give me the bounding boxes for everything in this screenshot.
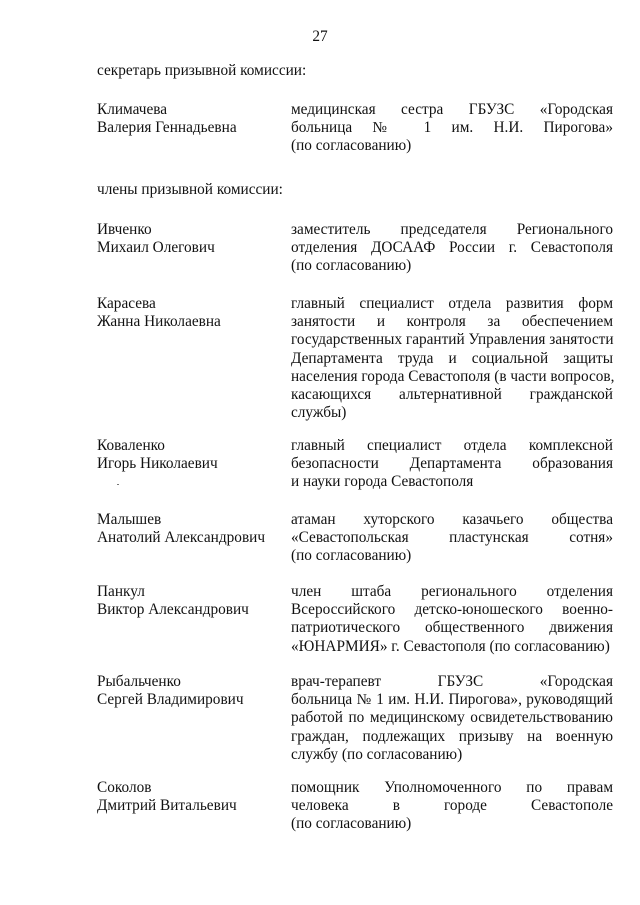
person-name xyxy=(97,221,287,257)
role-line: атаман хуторского казачьего общества xyxy=(291,511,613,528)
secretary-heading: секретарь призывной комиссии: xyxy=(97,62,307,79)
person-name xyxy=(97,295,287,331)
person-given-name: Жанна Николаевна xyxy=(97,313,221,331)
role-line: (по согласованию) xyxy=(291,815,412,833)
person-role xyxy=(291,511,613,566)
role-line: службы) xyxy=(291,404,347,422)
page-number: 27 xyxy=(312,28,328,45)
person-name xyxy=(97,101,287,137)
role-line: больница № 1 им. Н.И. Пирогова» xyxy=(291,119,613,137)
person-surname: Панкул xyxy=(97,583,145,600)
person-role xyxy=(291,673,613,764)
person-role xyxy=(291,221,613,276)
person-role xyxy=(291,101,613,156)
role-line: человека в городе Севастополе xyxy=(291,797,613,815)
scan-speck xyxy=(117,484,119,485)
role-line: безопасности Департамента образования xyxy=(291,455,613,473)
role-line: работой по медицинскому освидетельствованию xyxy=(291,709,613,727)
person-surname: Соколов xyxy=(97,779,152,796)
role-line: медицинская сестра ГБУЗС «Городская xyxy=(291,101,613,118)
role-line: государственных гарантий Управления занятости xyxy=(291,331,614,349)
role-line: заместитель председателя Регионального xyxy=(291,221,613,238)
role-line: отделения ДОСААФ России г. Севастополя xyxy=(291,239,613,257)
person-given-name: Валерия Геннадьевна xyxy=(97,119,237,137)
person-name xyxy=(97,673,287,709)
person-name xyxy=(97,437,287,473)
person-surname: Рыбальченко xyxy=(97,673,181,690)
person-name xyxy=(97,511,287,547)
role-line: и науки города Севастополя xyxy=(291,473,474,491)
person-role xyxy=(291,779,613,834)
role-line: (по согласованию) xyxy=(291,257,412,275)
role-line: патриотического общественного движения xyxy=(291,619,613,637)
role-line: «Севастопольская пластунская сотня» xyxy=(291,529,613,547)
role-line: (по согласованию) xyxy=(291,137,412,155)
person-given-name: Виктор Александрович xyxy=(97,601,249,619)
person-given-name: Анатолий Александрович xyxy=(97,529,266,547)
role-line: помощник Уполномоченного по правам xyxy=(291,779,613,796)
person-name xyxy=(97,583,287,619)
role-line: главный специалист отдела развития форм xyxy=(291,295,613,312)
role-line: главный специалист отдела комплексной xyxy=(291,437,613,454)
role-line: занятости и контроля за обеспечением xyxy=(291,313,613,331)
role-line: Департамента труда и социальной защиты xyxy=(291,349,613,367)
role-line: населения города Севастополя (в части вопросов, xyxy=(291,367,615,385)
role-line: службу (по согласованию) xyxy=(291,745,463,763)
person-given-name: Михаил Олегович xyxy=(97,239,215,257)
person-role xyxy=(291,437,613,492)
role-line: граждан, подлежащих призыву на военную xyxy=(291,727,613,745)
role-line: «ЮНАРМИЯ» г. Севастополя (по согласованию) xyxy=(291,637,610,655)
role-line: (по согласованию) xyxy=(291,547,412,565)
role-line: врач-терапевт ГБУЗС «Городская xyxy=(291,673,613,690)
person-surname: Климачева xyxy=(97,101,168,118)
person-surname: Малышев xyxy=(97,511,162,528)
role-line: член штаба регионального отделения xyxy=(291,583,613,600)
person-role xyxy=(291,583,613,656)
person-surname: Коваленко xyxy=(97,437,165,454)
person-role xyxy=(291,295,613,422)
role-line: больница № 1 им. Н.И. Пирогова», руководящий xyxy=(291,691,613,709)
person-surname: Ивченко xyxy=(97,221,152,238)
person-surname: Карасева xyxy=(97,295,156,312)
person-name xyxy=(97,779,287,815)
person-given-name: Игорь Николаевич xyxy=(97,455,218,473)
role-line: Всероссийского детско-юношеского военно- xyxy=(291,601,613,619)
role-line: касающихся альтернативной гражданской xyxy=(291,386,613,404)
person-given-name: Сергей Владимирович xyxy=(97,691,244,709)
members-heading: члены призывной комиссии: xyxy=(97,181,283,198)
person-given-name: Дмитрий Витальевич xyxy=(97,797,237,815)
